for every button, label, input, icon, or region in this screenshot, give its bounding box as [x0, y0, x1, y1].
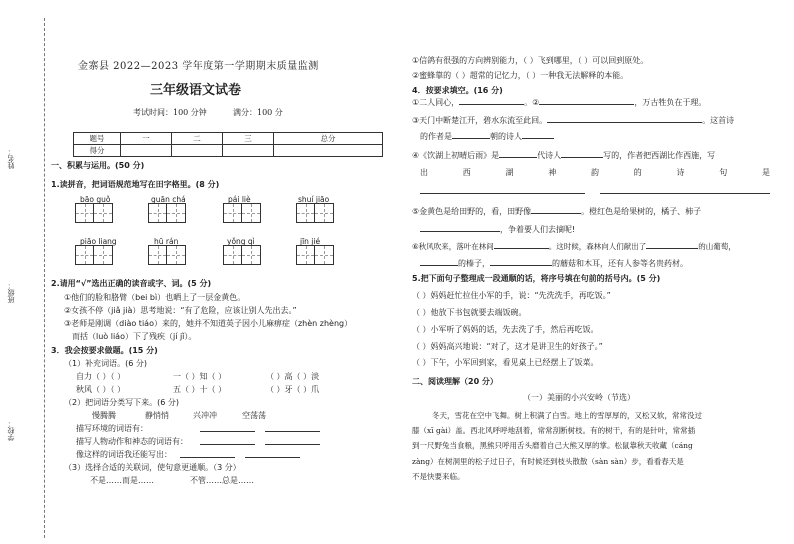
order-sentence[interactable]: （ ）小军听了妈妈的话，先去洗了手，然后再吃饭。	[412, 325, 599, 334]
score-cell[interactable]	[223, 145, 274, 157]
blank[interactable]	[531, 205, 581, 214]
q4-5-text: 。这时候，森林向人们献出了	[548, 242, 647, 251]
category-3-blank[interactable]	[180, 449, 235, 458]
pinyin: piāo liang	[80, 237, 117, 246]
order-sentence[interactable]: （ ）妈妈赶忙拉住小军的手，说：“先洗洗手，再吃饭。”	[412, 291, 611, 300]
question-5: 5.把下面句子整理成一段通顺的话，将序号填在句前的括号内。(5 分)	[412, 274, 661, 283]
blank[interactable]	[561, 149, 603, 158]
q4-4-text: ，争着要人们去摘呢!	[500, 225, 576, 234]
question-2: 2.请用“√”选出正确的读音或字、词。(5 分)	[51, 279, 212, 288]
idiom-fill[interactable]: （ ）高（ ）淡	[266, 372, 320, 381]
q4-2[interactable]	[412, 114, 734, 126]
q3-3-item-1[interactable]: ①信鸽有很强的方向辨别能力，（ ）飞到哪里，（ ）可以回到原处。	[412, 56, 649, 65]
reading-title: （一）美丽的小兴安岭（节选）	[523, 393, 635, 402]
category-2-blank[interactable]	[265, 436, 320, 445]
q4-5-text: 的榛子，	[458, 259, 490, 268]
q4-3-text: 代诗人	[537, 151, 562, 160]
question-1: 1.读拼音，把词语规范地写在田字格里。(8 分)	[51, 180, 220, 189]
blank[interactable]	[494, 240, 549, 249]
blank[interactable]	[452, 130, 490, 139]
blank[interactable]	[499, 149, 537, 158]
score-cell: 得分	[74, 145, 121, 157]
q4-1-text: ①二人同心，	[412, 98, 460, 107]
idiom-fill[interactable]: 一（ ）知（ ）	[173, 372, 227, 381]
section-1-heading: 一、积累与运用。(50 分)	[51, 161, 145, 170]
q3-3-item-2[interactable]: ②蜜蜂靠的（ ）超常的记忆力，（ ）一种我无法解释的本能。	[412, 71, 629, 80]
category-1-blank[interactable]	[200, 423, 255, 432]
blank[interactable]	[547, 114, 702, 123]
score-cell[interactable]	[121, 145, 172, 157]
reading-line: 到一尺野兔当食粮，黑熊只呼用舌头磨着自己大熊又厚的掌。松鼠靠秋天收藏（cáng	[412, 441, 693, 450]
writing-grid[interactable]	[148, 203, 186, 223]
blank[interactable]	[459, 96, 524, 105]
spread-char: 的	[633, 168, 642, 177]
category-2-label: 描写人物动作和神态的词语有：	[76, 437, 188, 446]
pinyin: jīn jié	[300, 237, 321, 246]
word-bank-item: 兴冲冲	[193, 411, 217, 420]
order-sentence[interactable]: （ ）他放下书包就要去端饭碗。	[412, 308, 527, 317]
score-table	[73, 132, 383, 157]
pinyin: hū rán	[154, 237, 179, 246]
q4-5-text: 的山葡萄，	[698, 242, 736, 251]
q2-item-2[interactable]: ②女孩不停（jiǎ jià）思考地说：“有了危险，应该让别人先出去。”	[64, 306, 297, 315]
question-3: 3．我会按要求做题。(15 分)	[51, 346, 158, 355]
pinyin: pái liè	[228, 195, 251, 204]
blank[interactable]	[490, 257, 552, 266]
writing-grid[interactable]	[75, 203, 113, 223]
q4-3-text: 写的，作者把西湖比作西施，写	[603, 151, 716, 160]
spread-char: 是	[762, 168, 770, 177]
pinyin: yǒng qì	[227, 237, 255, 246]
q4-2-text: ③天门中断楚江开，碧水东流至此回。	[412, 116, 548, 125]
word-bank-item: 慢腾腾	[92, 411, 116, 420]
school-label: 学校：	[7, 420, 15, 441]
category-2-blank[interactable]	[200, 436, 255, 445]
category-3-label: 像这样的词语我还能写出：	[76, 450, 172, 459]
binding-line	[44, 18, 45, 538]
spread-char: 诗	[676, 168, 685, 177]
writing-grid[interactable]	[148, 245, 186, 265]
category-1-blank[interactable]	[265, 423, 320, 432]
spread-char: 韵	[591, 168, 599, 177]
word-bank-item: 空荡荡	[242, 411, 266, 420]
score-cell: 二	[172, 133, 223, 145]
reading-line: 冬天，雪花在空中飞舞。树上积满了白雪。地上的雪厚厚的，又松又软，常常没过	[432, 411, 702, 420]
q4-5[interactable]	[412, 240, 736, 252]
conjunction-option: 不是……而是……	[90, 476, 154, 485]
q4-5-text: 的蘑菇和木耳，还有人参等名贵药材。	[552, 259, 688, 268]
blank[interactable]	[539, 96, 634, 105]
q4-4[interactable]	[412, 205, 701, 217]
spread-char: 神	[548, 168, 557, 177]
category-3-blank[interactable]	[245, 449, 300, 458]
idiom-fill[interactable]: （ ）牙（ ）爪	[266, 385, 320, 394]
q4-3[interactable]	[412, 149, 715, 161]
q4-3-spread	[420, 167, 770, 178]
idiom-fill[interactable]: 五（ ）十（ ）	[173, 385, 227, 394]
idiom-fill[interactable]: 秋风（ ）（ ）	[76, 385, 126, 394]
score-cell: 一	[121, 133, 172, 145]
q4-2-text: 的作者是	[420, 132, 452, 141]
blank[interactable]	[522, 130, 554, 139]
q2-item-1[interactable]: ①他们的脸和胳臂（bei bì）也晒上了一层金黄色。	[64, 293, 246, 302]
reading-line: 膝（xī gài）盖。西北风呼呼地刮着，常常刮断树枝。有的树干，有的是针叶，常常插	[412, 426, 696, 435]
score-cell: 三	[223, 133, 274, 145]
section-2-heading: 二、阅读理解（20 分）	[412, 377, 498, 386]
spread-char: 出	[420, 168, 428, 177]
q4-2-cont[interactable]	[420, 130, 554, 142]
spread-char: 湖	[505, 168, 514, 177]
pinyin: guān chá	[151, 195, 186, 204]
reading-line: zàng）在树洞里的松子过日子，有时候还到枝头散散（sàn sàn）步，看看春天是	[412, 457, 684, 466]
q3-part-1: （1）补充词语。(6 分)	[64, 359, 147, 368]
q4-3-text: ④《饮湖上初晴后雨》是	[412, 151, 500, 160]
order-sentence[interactable]: （ ）下午，小军回到家，看见桌上已经摆上了饭菜。	[412, 358, 599, 367]
q4-2-text: 朝的诗人	[490, 132, 522, 141]
spread-char: 西	[462, 168, 471, 177]
score-cell[interactable]	[172, 145, 223, 157]
writing-grid[interactable]	[296, 245, 334, 265]
class-label: 班级：	[7, 282, 15, 303]
q4-5-cont[interactable]	[420, 257, 688, 269]
question-4: 4．按要求填空。(16 分)	[412, 86, 503, 95]
blank[interactable]	[420, 223, 500, 232]
name-label: 姓名：	[7, 148, 15, 169]
q3-part-3: （3）选择合适的关联词，使句意更通顺。（3 分）	[64, 463, 241, 472]
spread-char: 句	[719, 168, 728, 177]
reading-line: 不是快要来临。	[412, 472, 465, 481]
category-1-label: 描写环境的词语有：	[76, 424, 148, 433]
q4-1-text: 。②	[524, 98, 540, 107]
score-cell: 总分	[274, 133, 383, 145]
time-info: 考试时间：100 分钟	[133, 108, 207, 117]
score-info: 满分：100 分	[233, 108, 283, 117]
q4-2-text: 。这首诗	[702, 116, 735, 125]
q3-part-2: （2）把词语分类写下来。(6 分)	[64, 398, 179, 407]
idiom-fill[interactable]: 自力（ ）（ ）	[76, 372, 126, 381]
poem-line-blank[interactable]	[420, 185, 585, 194]
blank[interactable]	[646, 240, 698, 249]
q4-4-text: ⑤金黄色是给田野的，看，田野像	[412, 207, 532, 216]
writing-grid[interactable]	[223, 245, 261, 265]
score-cell[interactable]	[274, 145, 383, 157]
blank[interactable]	[420, 257, 458, 266]
exam-source: 金寨县 2022—2023 学年度第一学期期末质量监测	[78, 61, 319, 72]
pinyin: bāo guǒ	[80, 195, 111, 204]
writing-grid[interactable]	[296, 203, 334, 223]
q4-4-text: 。橙红色是给果树的，橘子、柿子	[581, 207, 702, 216]
poem-line-blank[interactable]	[600, 185, 770, 194]
writing-grid[interactable]	[223, 203, 261, 223]
q4-5-text: ⑥秋风吹来，落叶在林间	[412, 242, 494, 251]
q2-item-3-cont[interactable]: 而括（luò liáo）下了残疾（jí jǐ）。	[72, 332, 197, 341]
q4-1-text: ，万古牲负在于理。	[634, 98, 707, 107]
conjunction-option: 不管……总是……	[190, 476, 254, 485]
q4-1[interactable]	[412, 96, 706, 108]
q4-4-cont[interactable]	[420, 223, 575, 235]
q2-item-3[interactable]: ③老师是刚调（diào tiáo）来的，她并不知道英子因小儿麻痹症（zhèn zhèng）	[64, 319, 353, 328]
word-bank-item: 静悄悄	[145, 411, 169, 420]
writing-grid[interactable]	[75, 245, 113, 265]
order-sentence[interactable]: （ ）妈妈高兴地说：“对了，这才是讲卫生的好孩子。”	[412, 342, 603, 351]
page-title: 三年级语文试卷	[150, 83, 242, 98]
pinyin: shuí jiāo	[298, 195, 330, 204]
score-cell: 题号	[74, 133, 121, 145]
